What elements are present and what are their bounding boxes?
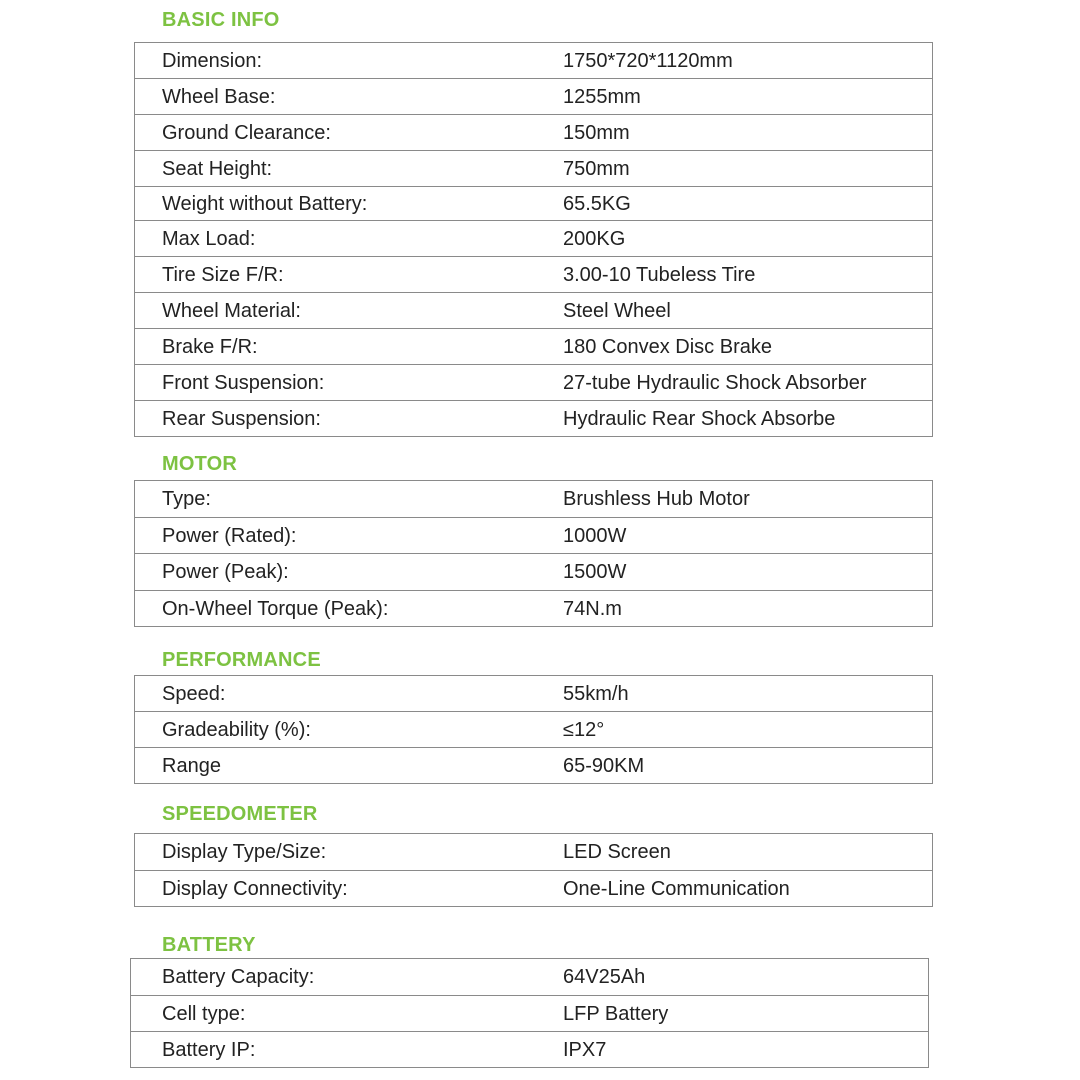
spec-value: 65.5KG <box>563 192 631 215</box>
performance-table <box>134 675 933 784</box>
section-title-basic-info: BASIC INFO <box>162 9 280 31</box>
spec-value: 27-tube Hydraulic Shock Absorber <box>563 371 867 394</box>
spec-value: 1000W <box>563 524 627 547</box>
section-title-battery: BATTERY <box>162 934 256 956</box>
spec-value: LFP Battery <box>563 1002 669 1025</box>
spec-label: Power (Peak): <box>162 561 289 583</box>
spec-value: LED Screen <box>563 841 671 863</box>
spec-label: Front Suspension: <box>162 371 325 394</box>
table-row <box>135 187 932 221</box>
table-row <box>135 591 932 627</box>
table-row <box>135 115 932 151</box>
table-row <box>135 365 932 401</box>
spec-label: Wheel Base: <box>162 85 276 108</box>
spec-value: 150mm <box>563 121 630 144</box>
battery-table <box>130 958 929 1068</box>
table-row <box>135 401 932 437</box>
spec-value: 3.00-10 Tubeless Tire <box>563 263 756 286</box>
spec-label: Wheel Material: <box>162 299 301 322</box>
basic-info-table <box>134 42 933 437</box>
spec-label: Dimension: <box>162 49 263 72</box>
table-row <box>131 996 928 1032</box>
spec-label: Rear Suspension: <box>162 407 321 430</box>
spec-label: Tire Size F/R: <box>162 263 284 286</box>
spec-label: Gradeability (%): <box>162 718 311 741</box>
spec-label: Range <box>162 754 221 777</box>
spec-label: Cell type: <box>162 1002 246 1025</box>
table-row <box>135 518 932 554</box>
table-row <box>135 748 932 784</box>
motor-table <box>134 480 933 627</box>
table-row <box>135 676 932 712</box>
spec-value: 200KG <box>563 227 626 250</box>
spec-value: 55km/h <box>563 682 629 705</box>
spec-label: Brake F/R: <box>162 335 258 358</box>
table-row <box>135 257 932 293</box>
spec-label: Max Load: <box>162 227 256 250</box>
spec-value: ≤12° <box>563 718 605 741</box>
table-row <box>135 329 932 365</box>
spec-value: 1500W <box>563 561 627 583</box>
table-row <box>135 79 932 115</box>
spec-label: Display Connectivity: <box>162 877 348 900</box>
table-row <box>135 834 932 871</box>
spec-label: Display Type/Size: <box>162 841 327 863</box>
table-row <box>131 1032 928 1068</box>
spec-label: Battery Capacity: <box>162 966 315 988</box>
spec-value: 1750*720*1120mm <box>563 49 733 72</box>
table-row <box>135 221 932 257</box>
spec-value: 750mm <box>563 157 630 180</box>
spec-value: 74N.m <box>563 597 622 620</box>
spec-value: Steel Wheel <box>563 299 671 322</box>
section-title-performance: PERFORMANCE <box>162 649 321 671</box>
spec-label: Speed: <box>162 682 226 705</box>
table-row <box>135 554 932 591</box>
speedometer-table <box>134 833 933 907</box>
spec-label: Ground Clearance: <box>162 121 331 144</box>
spec-label: Type: <box>162 488 211 510</box>
section-title-motor: MOTOR <box>162 453 238 475</box>
table-row <box>135 712 932 748</box>
table-row <box>131 959 928 996</box>
table-row <box>135 151 932 187</box>
spec-value: 65-90KM <box>563 754 645 777</box>
table-row <box>135 43 932 79</box>
spec-label: Seat Height: <box>162 157 273 180</box>
spec-value: 1255mm <box>563 85 641 108</box>
spec-value: One-Line Communication <box>563 877 790 900</box>
section-title-speedometer: SPEEDOMETER <box>162 803 318 825</box>
spec-value: 180 Convex Disc Brake <box>563 335 772 358</box>
spec-value: IPX7 <box>563 1038 607 1061</box>
table-row <box>135 481 932 518</box>
table-row <box>135 293 932 329</box>
spec-label: On-Wheel Torque (Peak): <box>162 597 389 620</box>
spec-value: 64V25Ah <box>563 966 646 988</box>
spec-label: Power (Rated): <box>162 524 297 547</box>
spec-label: Battery IP: <box>162 1038 256 1061</box>
spec-value: Hydraulic Rear Shock Absorbe <box>563 407 836 430</box>
spec-value: Brushless Hub Motor <box>563 488 750 510</box>
spec-label: Weight without Battery: <box>162 192 368 215</box>
table-row <box>135 871 932 907</box>
